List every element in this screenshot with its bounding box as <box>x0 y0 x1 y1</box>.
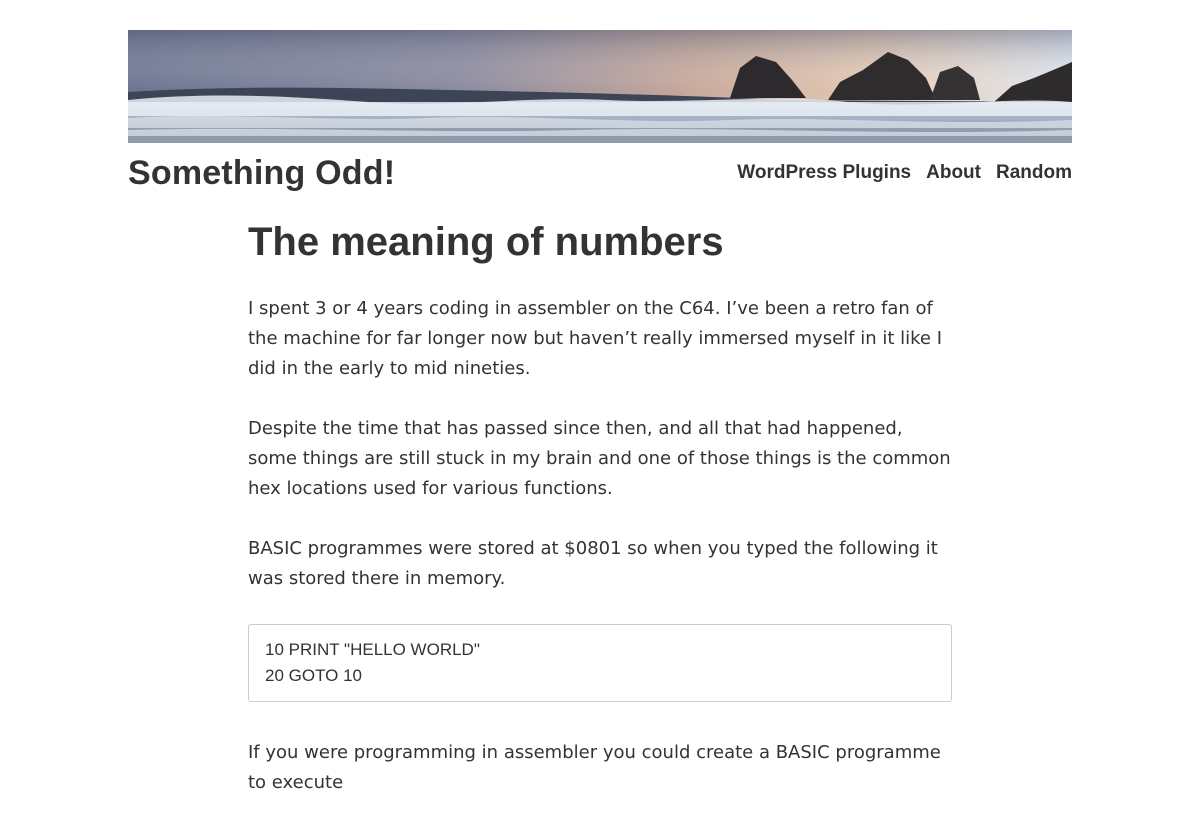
post-paragraph: I spent 3 or 4 years coding in assembler on the C64. I’ve been a retro fan of the machine for far longer now but haven’t really immersed myself in it like I did in the early to mid nineties. <box>248 298 943 379</box>
code-block <box>248 624 952 702</box>
post-paragraph: BASIC programmes were stored at $0801 so when you typed the following it was stored there in memory. <box>248 538 938 589</box>
site-title[interactable]: Something Odd! <box>128 154 396 192</box>
post-paragraph: If you were programming in assembler you could create a BASIC programme to execute <box>248 742 941 793</box>
post-title: The meaning of numbers <box>248 220 724 264</box>
site-header <box>128 150 1072 200</box>
nav-item-about[interactable]: About <box>926 162 981 183</box>
nav-item-wordpress-plugins[interactable]: WordPress Plugins <box>737 162 912 183</box>
header-banner-image <box>128 30 1072 143</box>
nav-item-random[interactable]: Random <box>996 162 1072 183</box>
code-line: 10 PRINT "HELLO WORLD" <box>265 640 480 659</box>
post-paragraph: Despite the time that has passed since then, and all that had happened, some things are still stuck in my brain and one of those things is the common hex locations used for various functions. <box>248 418 951 499</box>
main-navigation <box>737 162 1072 184</box>
code-line: 20 GOTO 10 <box>265 666 363 685</box>
post-article <box>248 218 952 828</box>
